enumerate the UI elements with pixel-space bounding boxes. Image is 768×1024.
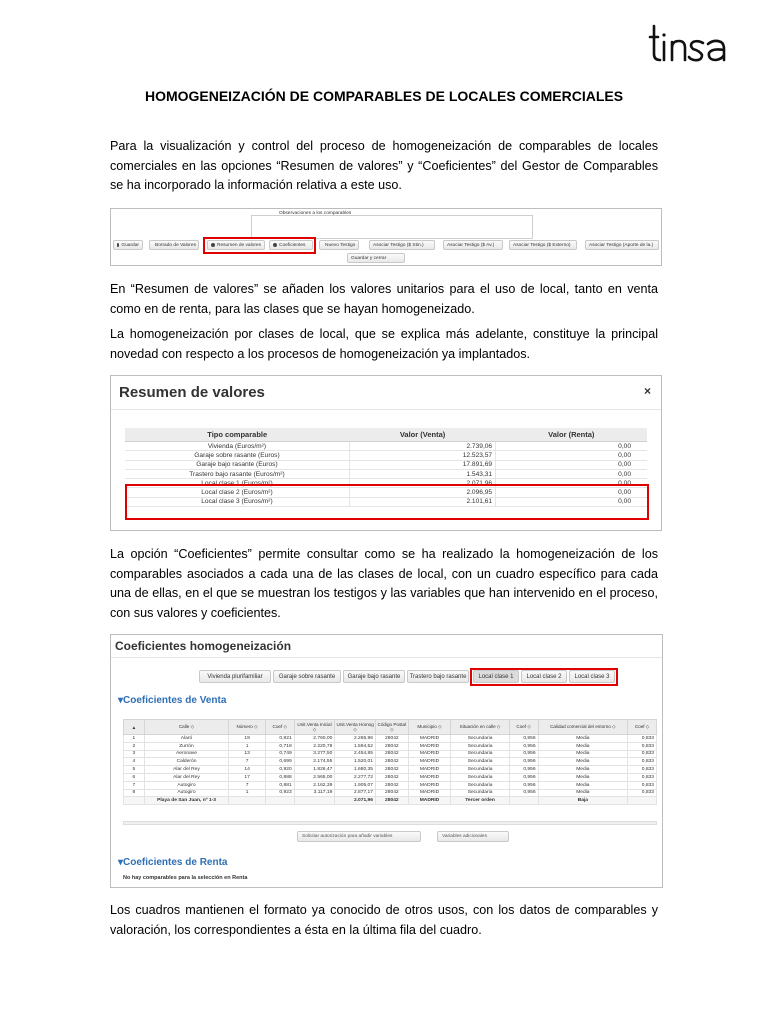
table-cell: MADRID xyxy=(408,750,451,758)
asociar-testigo-av-button[interactable]: Asociar Testigo ($ Av.) xyxy=(443,240,503,250)
table-cell: 28042 xyxy=(375,781,408,789)
table-row[interactable] xyxy=(124,742,657,750)
table-cell: Media xyxy=(538,773,628,781)
tab-local-clase-2[interactable]: Local clase 2 xyxy=(521,670,567,683)
table-cell: 0,956 xyxy=(509,773,538,781)
table-cell: 1.520,01 xyxy=(335,758,376,766)
table-cell: 7 xyxy=(229,758,266,766)
table-cell: 17 xyxy=(229,773,266,781)
table-cell: Media xyxy=(538,735,628,743)
column-header[interactable]: Coef ◇ xyxy=(628,720,657,735)
table-row[interactable] xyxy=(124,750,657,758)
table-cell: Tercer orden xyxy=(451,797,510,805)
close-icon[interactable]: × xyxy=(643,384,651,398)
column-header[interactable]: Calidad comercial del entorno ◇ xyxy=(538,720,628,735)
table-cell: 8 xyxy=(124,789,145,797)
table-cell: 2 xyxy=(124,742,145,750)
no-renta-message: No hay comparables para la selección en Renta xyxy=(123,875,248,881)
table-cell: MADRID xyxy=(408,758,451,766)
table-cell: 3.277,50 xyxy=(294,750,335,758)
table-cell: 0,833 xyxy=(628,735,657,743)
solicitar-autorizacion-button[interactable]: Solicitar autorización para añadir variables xyxy=(297,831,421,842)
table-cell: 1.594,52 xyxy=(335,742,376,750)
table-cell: 28042 xyxy=(375,735,408,743)
table-cell: 0,881 xyxy=(265,781,294,789)
venta-section-title[interactable]: ▾Coeficientes de Venta xyxy=(118,695,227,706)
coeficientes-button[interactable]: Coeficientes xyxy=(269,240,313,250)
table-cell: Secundaria xyxy=(451,735,510,743)
paragraph-coeficientes: La opción “Coeficientes” permite consultar como se ha realizado la homogeneización de los comparables asociados a cada una de las clases de local, con un cuadro específico para cada una de ellas, en el que se muestran los testigos y las variables que han intervenido en el proceso, con sus valores y coeficientes. xyxy=(110,547,658,620)
resumen-screenshot xyxy=(110,375,662,531)
table-cell: 0,956 xyxy=(509,789,538,797)
column-header[interactable]: Unit.Venta Inicial ◇ xyxy=(294,720,335,735)
table-row[interactable] xyxy=(124,758,657,766)
table-cell: 0,833 xyxy=(628,742,657,750)
table-row[interactable] xyxy=(124,766,657,774)
table-cell: MADRID xyxy=(408,766,451,774)
table-row[interactable] xyxy=(124,773,657,781)
coeficientes-venta-table xyxy=(123,719,657,805)
table-cell: 0,821 xyxy=(265,735,294,743)
table-cell: 3 xyxy=(124,750,145,758)
table-row[interactable] xyxy=(124,781,657,789)
table-cell: 1 xyxy=(124,735,145,743)
table-cell: 0,956 xyxy=(509,735,538,743)
table-cell: 7 xyxy=(124,781,145,789)
table-cell: 0,833 xyxy=(628,758,657,766)
highlight-box xyxy=(470,668,618,686)
table-cell: 28042 xyxy=(375,750,408,758)
table-cell: 0,833 xyxy=(628,781,657,789)
tinsa-logo xyxy=(648,20,734,66)
table-cell: MADRID xyxy=(408,773,451,781)
column-header[interactable]: Calle ◇ xyxy=(144,720,229,735)
coeficientes-screenshot xyxy=(110,634,663,888)
table-row: Local clase 3 (Euros/m²) 2.101,61 0,00 xyxy=(125,497,647,506)
table-row: Garaje sobre rasante (Euros) 12.523,57 0,00 xyxy=(125,451,647,460)
table-cell xyxy=(124,797,145,805)
table-cell: 2.760,00 xyxy=(294,735,335,743)
table-cell: Secundaria xyxy=(451,750,510,758)
table-cell: 0,833 xyxy=(628,773,657,781)
table-cell: 1 xyxy=(229,742,266,750)
table-cell: 4 xyxy=(124,758,145,766)
nuevo-testigo-button[interactable]: Nuevo Testigo xyxy=(319,240,359,250)
tab-garaje-sobre[interactable]: Garaje sobre rasante xyxy=(273,670,341,683)
table-cell: 3.117,19 xyxy=(294,789,335,797)
paragraph-clases: La homogeneización por clases de local, que se explica más adelante, constituye la principal novedad con respecto a los procesos de homogeneización ya implantados. xyxy=(110,327,658,361)
column-header[interactable]: ▲ xyxy=(124,720,145,735)
table-cell: Secundaria xyxy=(451,789,510,797)
table-cell: Autogiro xyxy=(144,789,229,797)
table-cell: 28042 xyxy=(375,789,408,797)
highlight-box xyxy=(203,237,316,254)
table-cell: 1.680,35 xyxy=(335,766,376,774)
table-cell: Autogiro xyxy=(144,781,229,789)
table-cell: 28042 xyxy=(375,758,408,766)
horizontal-scrollbar[interactable] xyxy=(123,821,657,825)
variables-adicionales-button[interactable]: Variables adicionales xyxy=(437,831,509,842)
table-cell: 0,888 xyxy=(265,773,294,781)
table-cell: MADRID xyxy=(408,735,451,743)
table-cell: 7 xyxy=(229,781,266,789)
toolbar-screenshot xyxy=(110,208,662,266)
observaciones-label: Observaciones a los comparables xyxy=(279,211,352,216)
table-cell: Secundaria xyxy=(451,781,510,789)
paragraph-resumen: En “Resumen de valores” se añaden los valores unitarios para el uso de local, tanto en venta como en de renta, para las clases que se hayan homogeneizado. xyxy=(110,282,658,316)
table-cell: 0,956 xyxy=(509,758,538,766)
table-cell: 2.174,55 xyxy=(294,758,335,766)
table-cell: Media xyxy=(538,742,628,750)
paragraph-intro: Para la visualización y control del proceso de homogeneización de comparables de locales comerciales en las opciones “Resumen de valores” y “Coeficientes” del Gestor de Comparables se ha incorporado la información relativa a este uso. xyxy=(110,139,658,192)
column-header[interactable]: Valor (Venta) xyxy=(349,428,495,442)
column-header[interactable]: Unit.Venta Homog ◇ xyxy=(335,720,376,735)
table-cell: 2.277,72 xyxy=(335,773,376,781)
table-cell: 14 xyxy=(229,766,266,774)
table-cell: MADRID xyxy=(408,781,451,789)
table-cell xyxy=(294,797,335,805)
summary-row xyxy=(124,797,657,805)
table-cell: 28042 xyxy=(375,797,408,805)
table-cell: MADRID xyxy=(408,789,451,797)
table-cell: 0,699 xyxy=(265,758,294,766)
table-cell xyxy=(265,797,294,805)
table-cell: 2.265,96 xyxy=(335,735,376,743)
table-cell: Secundaria xyxy=(451,758,510,766)
table-cell: 6 xyxy=(124,773,145,781)
borrado-valores-button[interactable]: Borrado de Valores xyxy=(149,240,199,250)
table-row: Garaje bajo rasante (Euros) 17.891,69 0,00 xyxy=(125,460,647,469)
table-cell: Media xyxy=(538,758,628,766)
table-cell: 0,956 xyxy=(509,781,538,789)
table-cell xyxy=(628,797,657,805)
tab-local-clase-1[interactable]: Local clase 1 xyxy=(473,670,519,683)
table-cell: 2.162,39 xyxy=(294,781,335,789)
table-cell: 0,718 xyxy=(265,742,294,750)
column-header[interactable]: Código Postal ◇ xyxy=(375,720,408,735)
table-cell: 0,956 xyxy=(509,766,538,774)
column-header[interactable]: Situación en calle ◇ xyxy=(451,720,510,735)
table-row[interactable] xyxy=(124,735,657,743)
table-cell xyxy=(229,797,266,805)
table-cell: 0,833 xyxy=(628,766,657,774)
table-cell: 1.826,47 xyxy=(294,766,335,774)
table-cell: Playa de San Juan, nº 1-3 xyxy=(144,797,229,805)
table-cell: 1 xyxy=(229,789,266,797)
save-icon xyxy=(117,243,119,247)
table-cell: 2.454,85 xyxy=(335,750,376,758)
table-cell: Aeronave xyxy=(144,750,229,758)
document-title: HOMOGENEIZACIÓN DE COMPARABLES DE LOCALES COMERCIALES xyxy=(144,88,624,104)
table-row[interactable] xyxy=(124,789,657,797)
table-cell: Calderón xyxy=(144,758,229,766)
table-cell: 2.877,17 xyxy=(335,789,376,797)
table-cell: 13 xyxy=(229,750,266,758)
table-cell: 0,833 xyxy=(628,750,657,758)
table-cell: MADRID xyxy=(408,742,451,750)
table-row: Trastero bajo rasante (Euros/m²) 1.543,31 0,00 xyxy=(125,469,647,478)
column-header[interactable]: Tipo comparable xyxy=(125,428,349,442)
table-cell: Media xyxy=(538,750,628,758)
table-row: Vivienda (Euros/m²) 2.739,06 0,00 xyxy=(125,442,647,451)
tab-trastero[interactable]: Trastero bajo rasante xyxy=(407,670,469,683)
table-cell: Secundaria xyxy=(451,766,510,774)
table-cell: 2.071,96 xyxy=(335,797,376,805)
table-cell: 0,956 xyxy=(509,750,538,758)
column-header[interactable]: Coef ◇ xyxy=(265,720,294,735)
table-cell: 28042 xyxy=(375,742,408,750)
table-row: Local clase 2 (Euros/m²) 2.096,95 0,00 xyxy=(125,488,647,497)
table-cell: 0,749 xyxy=(265,750,294,758)
table-cell: Zurrón xyxy=(144,742,229,750)
table-cell: Secundaria xyxy=(451,773,510,781)
table-cell xyxy=(509,797,538,805)
table-cell: 19 xyxy=(229,735,266,743)
paragraph-final: Los cuadros mantienen el formato ya conocido de otros usos, con los datos de comparables y valoración, los correspondientes a ésta en la última fila del cuadro. xyxy=(110,903,658,937)
table-cell: 28042 xyxy=(375,766,408,774)
tab-garaje-bajo[interactable]: Garaje bajo rasante xyxy=(343,670,405,683)
table-cell: Media xyxy=(538,766,628,774)
table-cell: Alar del Rey xyxy=(144,766,229,774)
table-cell: 28042 xyxy=(375,773,408,781)
table-cell: Alaró xyxy=(144,735,229,743)
table-cell: Media xyxy=(538,789,628,797)
renta-section-title[interactable]: ▾Coeficientes de Renta xyxy=(118,857,228,868)
column-header[interactable]: Valor (Renta) xyxy=(496,428,647,442)
table-cell: 5 xyxy=(124,766,145,774)
table-row: Local clase 1 (Euros/m²) 2.071,96 0,00 xyxy=(125,479,647,488)
table-cell: Secundaria xyxy=(451,742,510,750)
table-cell: Baja xyxy=(538,797,628,805)
table-cell: 0,920 xyxy=(265,766,294,774)
highlight-box xyxy=(125,484,649,520)
table-cell: MADRID xyxy=(408,797,451,805)
asociar-testigo-stin-button[interactable]: Asociar Testigo ($ Stin.) xyxy=(369,240,435,250)
table-cell: 0,956 xyxy=(509,742,538,750)
table-cell: Media xyxy=(538,781,628,789)
column-header[interactable]: Número ◇ xyxy=(229,720,266,735)
resumen-title: Resumen de valores xyxy=(119,384,265,401)
tab-vivienda[interactable]: Vivienda plurifamiliar xyxy=(199,670,271,683)
table-cell: 0,923 xyxy=(265,789,294,797)
table-cell: Alar del Rey xyxy=(144,773,229,781)
guardar-button[interactable]: Guardar xyxy=(113,240,143,250)
table-cell: 1.905,07 xyxy=(335,781,376,789)
table-cell: 2.565,00 xyxy=(294,773,335,781)
table-cell: 0,833 xyxy=(628,789,657,797)
resumen-valores-button[interactable]: Resumen de valores xyxy=(207,240,265,250)
asociar-testigo-externo-button[interactable]: Asociar Testigo ($ Externo) xyxy=(509,240,577,250)
asociar-testigo-aporte-button[interactable]: Asociar Testigo (Aporte de la.) xyxy=(585,240,659,250)
column-header[interactable]: Municipio ◇ xyxy=(408,720,451,735)
observaciones-box[interactable] xyxy=(251,215,533,239)
coeficientes-title: Coeficientes homogeneización xyxy=(115,639,292,653)
guardar-cerrar-button[interactable]: Guardar y cerrar xyxy=(347,253,405,263)
column-header[interactable]: Coef ◇ xyxy=(509,720,538,735)
tab-local-clase-3[interactable]: Local clase 3 xyxy=(569,670,615,683)
table-cell: 2.220,78 xyxy=(294,742,335,750)
